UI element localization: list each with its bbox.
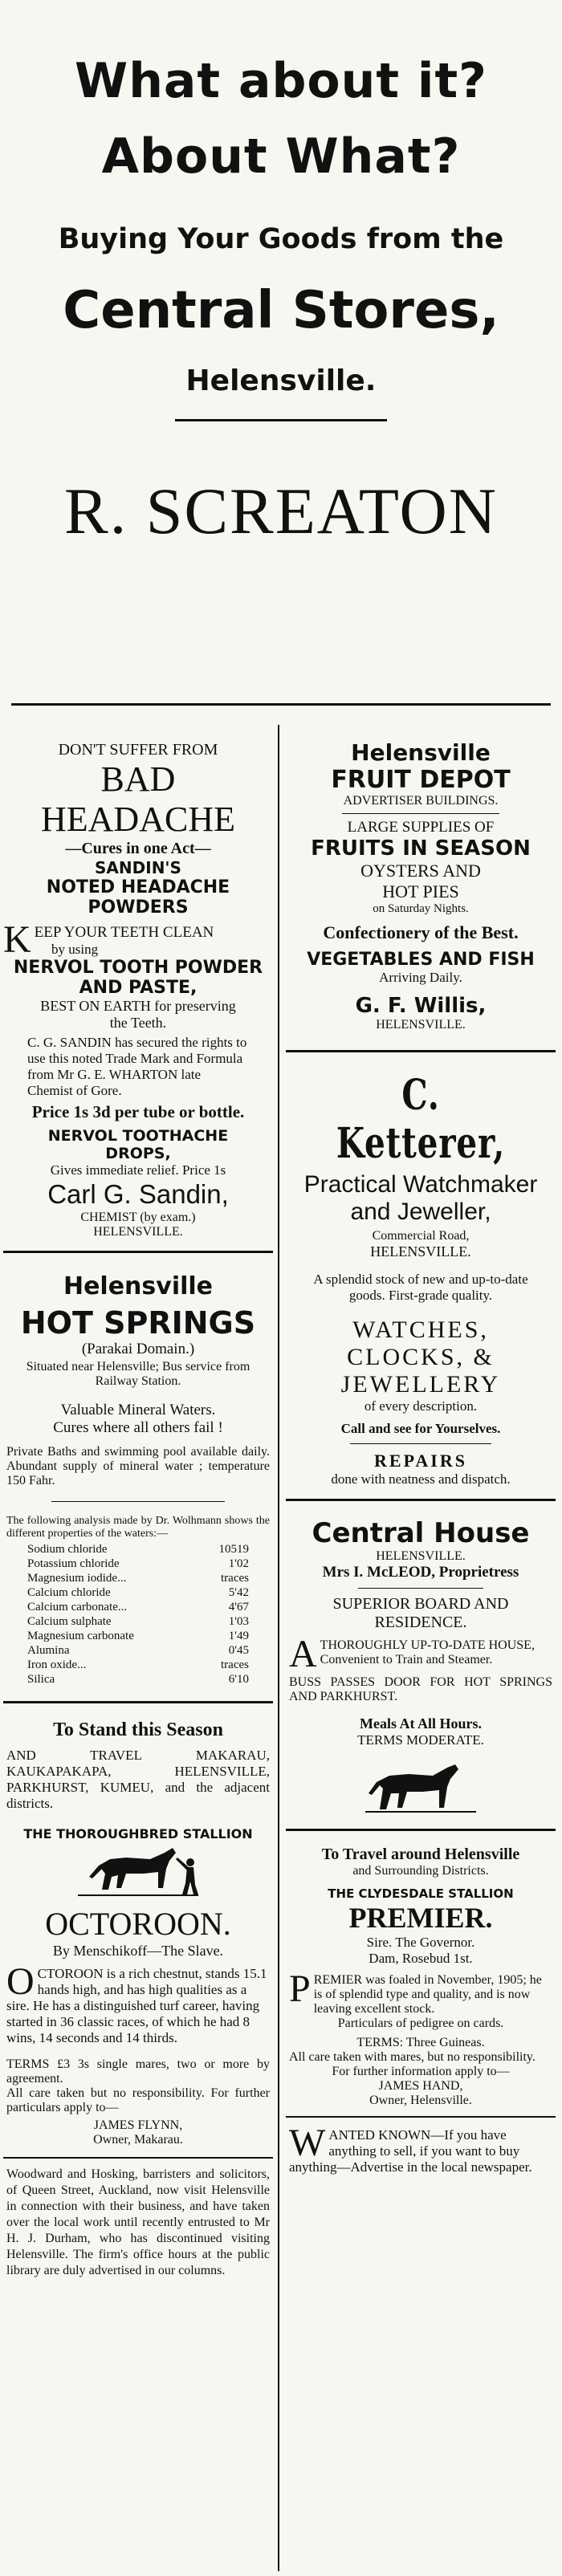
header-bottom-rule <box>11 703 551 706</box>
sandin-price: Price 1s 3d per tube or bottle. <box>31 1102 245 1121</box>
ketterer-watches: WATCHES, <box>352 1316 489 1343</box>
sandin-chemist: CHEMIST (by exam.) <box>80 1211 196 1224</box>
sandin-town: HELENSVILLE. <box>93 1225 183 1239</box>
ketterer-stock: A splendid stock of new and up-to-date goods. First-grade quality. <box>313 1272 528 1303</box>
central-house-board: SUPERIOR BOARD AND <box>332 1595 509 1613</box>
premier-description <box>286 1967 556 2016</box>
separator <box>286 1050 556 1052</box>
fruit-depot: FRUIT DEPOT <box>331 766 511 794</box>
premier-clydesdale: THE CLYDESDALE STALLION <box>328 1886 514 1901</box>
analysis-value: 5'42 <box>228 1586 249 1599</box>
analysis-row <box>27 1658 249 1672</box>
sandin-secured: C. G. SANDIN has secured the rights to use this noted Trade Mark and Formula from Mr G. E. WHARTON late Chemist of Gore. <box>27 1035 247 1098</box>
fruit-in-season: FRUITS IN SEASON <box>311 836 531 861</box>
analysis-row <box>27 1542 249 1557</box>
analysis-row <box>27 1600 249 1614</box>
horse-icon <box>360 1761 481 1816</box>
wanted-drop-cap: W <box>289 2122 326 2164</box>
central-house-terms: TERMS MODERATE. <box>357 1732 484 1748</box>
sandin-cures: —Cures in one Act— <box>65 840 211 857</box>
ketterer-description: of every description. <box>364 1398 478 1414</box>
analysis-name: Magnesium iodide... <box>27 1572 127 1585</box>
analysis-row <box>27 1585 249 1600</box>
central-house-ad <box>286 1508 556 1816</box>
sandin-bad-headache: BAD HEADACHE <box>41 759 235 839</box>
sandin-nervol: NERVOL TOOTH POWDER <box>13 958 263 978</box>
analysis-row <box>27 1557 249 1571</box>
premier-ad <box>286 1837 556 2108</box>
ketterer-name: C. Ketterer, <box>336 1071 506 1168</box>
premier-name: PREMIER. <box>348 1902 493 1934</box>
sandin-the-teeth: the Teeth. <box>109 1015 167 1031</box>
fruit-rule <box>342 813 499 814</box>
sandin-brand: SANDIN'S <box>95 858 181 877</box>
springs-hot-springs: HOT SPRINGS <box>20 1305 256 1341</box>
analysis-name: Alumina <box>27 1644 70 1657</box>
fruit-helensville: Helensville <box>351 739 491 766</box>
analysis-row <box>27 1614 249 1629</box>
springs-domain: (Parakai Domain.) <box>81 1341 195 1357</box>
ketterer-dispatch: done with neatness and dispatch. <box>331 1471 511 1487</box>
ketterer-jewellery: JEWELLERY <box>340 1371 501 1398</box>
springs-baths: Private Baths and swimming pool available daily. Abundant supply of mineral water ; temperature 150 Fahr. <box>6 1445 270 1487</box>
octoroon-drop-cap: O <box>6 1960 35 2003</box>
woodward-notice: Woodward and Hosking, barristers and solicitors, of Queen Street, Auckland, now visit Helensville in connection with their business, and have taken over the local work until recently entrusted to Mr H. J. Durham, who has discontinued visiting Helensville. The firm's office hours at the public library are duly advertised in our columns. <box>6 2167 270 2277</box>
analysis-name: Silica <box>27 1673 55 1686</box>
ketterer-repairs: REPAIRS <box>374 1451 467 1471</box>
sandin-best-on-earth: BEST ON EARTH for preserving <box>40 998 236 1014</box>
analysis-row <box>27 1643 249 1658</box>
central-house-title: Central House <box>312 1517 530 1549</box>
sandin-drops-2: DROPS, <box>105 1145 171 1162</box>
octoroon-season: To Stand this Season <box>53 1719 223 1740</box>
wanted-known-ad <box>286 2124 556 2175</box>
octoroon-thoroughbred: THE THOROUGHBRED STALLION <box>23 1826 253 1841</box>
fruit-oysters: OYSTERS AND <box>360 861 481 881</box>
sandin-relief: Gives immediate relief. Price 1s <box>50 1162 226 1178</box>
header-divider <box>175 419 387 421</box>
springs-cures: Cures where all others fail ! <box>53 1419 223 1436</box>
sandin-keep-line: EEP YOUR TEETH CLEAN <box>34 924 214 941</box>
fruit-arriving: Arriving Daily. <box>379 970 462 985</box>
analysis-name: Iron oxide... <box>27 1658 87 1671</box>
analysis-value: 0'45 <box>228 1644 249 1657</box>
ketterer-watchmaker: Practical Watchmaker <box>303 1171 538 1198</box>
analysis-value: 10519 <box>218 1543 249 1556</box>
premier-travel: To Travel around Helensville <box>321 1846 520 1863</box>
octoroon-name: OCTOROON. <box>45 1906 231 1942</box>
premier-sire: Sire. The Governor. <box>366 1935 475 1950</box>
headline-helensville: Helensville. <box>185 364 377 397</box>
central-house-description <box>286 1632 556 1675</box>
central-house-meals: Meals At All Hours. <box>360 1715 482 1732</box>
octoroon-by: By Menschikoff—The Slave. <box>52 1943 224 1959</box>
central-house-drop-cap: A <box>289 1633 317 1675</box>
analysis-row <box>27 1672 249 1687</box>
analysis-row <box>27 1629 249 1643</box>
central-house-proprietress: Mrs I. McLEOD, Proprietress <box>322 1564 519 1581</box>
separator <box>286 2116 556 2118</box>
analysis-name: Magnesium carbonate <box>27 1630 134 1642</box>
right-column <box>286 725 556 2571</box>
sandin-dont-suffer: DON'T SUFFER FROM <box>58 741 218 759</box>
springs-analysis-table <box>3 1540 273 1687</box>
octoroon-desc-text: CTOROON is a rich chestnut, stands 15.1 hands high, and has high qualities as a sire. He has a distinguished turf career, having started in 36 classic races, of which he had 8 wins, 14 seconds and 14 thirds. <box>6 1966 267 2045</box>
horse-icon <box>70 1841 206 1899</box>
springs-mineral: Valuable Mineral Waters. <box>60 1402 216 1418</box>
sandin-keep-teeth <box>3 918 273 961</box>
sandin-drops: NERVOL TOOTHACHE <box>47 1127 229 1145</box>
central-stores-ad <box>0 0 562 717</box>
central-house-desc-text: THOROUGHLY UP-TO-DATE HOUSE, Convenient to Train and Steamer. <box>320 1638 535 1666</box>
springs-situated: Situated near Helensville; Bus service from Railway Station. <box>26 1360 250 1388</box>
fruit-depot-ad <box>286 725 556 1032</box>
central-house-buss: BUSS PASSES DOOR FOR HOT SPRINGS AND PARKHURST. <box>289 1675 552 1703</box>
analysis-value: 6'10 <box>228 1673 249 1686</box>
springs-analysis-intro: The following analysis made by Dr. Wolhmann shows the different properties of the waters:— <box>6 1515 270 1540</box>
premier-drop-cap: P <box>289 1968 311 2010</box>
fruit-large-supplies: LARGE SUPPLIES OF <box>347 819 495 836</box>
analysis-name: Sodium chloride <box>27 1543 108 1556</box>
sandin-ad <box>3 725 273 1239</box>
octoroon-terms: TERMS £3 3s single mares, two or more by agreement. <box>6 2057 270 2086</box>
wanted-text: ANTED KNOWN—If you have anything to sell, if you want to buy anything—Advertise in the local newspaper. <box>289 2127 532 2175</box>
central-house-rule <box>358 1588 483 1589</box>
sandin-name: Carl G. Sandin, <box>47 1179 229 1209</box>
ketterer-jeweller: and Jeweller, <box>350 1198 491 1225</box>
ketterer-road: Commercial Road, <box>372 1229 470 1243</box>
sandin-drop-cap: K <box>3 918 31 961</box>
ketterer-town: HELENSVILLE. <box>370 1243 471 1260</box>
analysis-value: 1'03 <box>228 1615 249 1628</box>
analysis-name: Potassium chloride <box>27 1557 120 1570</box>
premier-pedigree: Particulars of pedigree on cards. <box>337 2016 504 2030</box>
octoroon-care: All care taken but no responsibility. For further particulars apply to— <box>6 2086 270 2114</box>
octoroon-description <box>3 1959 273 2046</box>
sandin-by-using: by using <box>51 942 99 957</box>
separator <box>286 1499 556 1501</box>
ketterer-call: Call and see for Yourselves. <box>340 1421 501 1436</box>
central-house-residence: RESIDENCE. <box>374 1614 467 1631</box>
sandin-nervol-paste: AND PASTE, <box>79 978 198 998</box>
springs-rule <box>51 1501 225 1502</box>
proprietor-name: R. SCREATON <box>64 474 498 547</box>
separator <box>286 1829 556 1831</box>
analysis-name: Calcium sulphate <box>27 1615 112 1628</box>
octoroon-ad <box>3 1710 273 2147</box>
premier-dam: Dam, Rosebud 1st. <box>369 1951 473 1966</box>
left-column <box>3 725 273 2571</box>
separator <box>3 2157 273 2159</box>
premier-desc-text: REMIER was foaled in November, 1905; he is of splendid type and quality, and is now leaving excellent stock. <box>313 1973 542 2016</box>
analysis-value: traces <box>221 1572 249 1585</box>
fruit-hot-pies: HOT PIES <box>382 881 459 901</box>
separator <box>3 1251 273 1253</box>
sandin-powders: NOTED HEADACHE POWDERS <box>46 877 230 918</box>
premier-districts: and Surrounding Districts. <box>352 1864 489 1878</box>
central-house-town: HELENSVILLE. <box>376 1549 466 1563</box>
ketterer-ad <box>286 1059 556 1487</box>
premier-care: All care taken with mares, but no responsibility. <box>289 2050 536 2064</box>
premier-apply: For further information apply to— <box>332 2065 510 2078</box>
headline-buying-goods: Buying Your Goods from the <box>58 223 504 255</box>
analysis-value: traces <box>221 1658 249 1671</box>
octoroon-owner-place: Owner, Makarau. <box>93 2133 183 2147</box>
analysis-value: 1'02 <box>228 1557 249 1570</box>
premier-terms: TERMS: Three Guineas. <box>356 2036 485 2049</box>
column-divider <box>278 725 279 2571</box>
separator <box>3 1701 273 1703</box>
analysis-value: 4'67 <box>228 1601 249 1614</box>
ketterer-rule <box>350 1443 491 1444</box>
fruit-town: HELENSVILLE. <box>376 1018 466 1032</box>
headline-central-stores: Central Stores, <box>63 281 499 340</box>
premier-owner: JAMES HAND, <box>378 2079 463 2093</box>
fruit-advertiser: ADVERTISER BUILDINGS. <box>343 794 499 808</box>
fruit-willis: G. F. Willis, <box>355 994 487 1018</box>
analysis-name: Calcium carbonate... <box>27 1601 128 1614</box>
octoroon-owner: JAMES FLYNN, <box>93 2118 183 2132</box>
analysis-row <box>27 1571 249 1585</box>
fruit-confectionery: Confectionery of the Best. <box>323 922 519 942</box>
analysis-name: Calcium chloride <box>27 1586 111 1599</box>
hot-springs-ad <box>3 1260 273 1687</box>
springs-helensville: Helensville <box>63 1272 214 1300</box>
headline-about-what: About What? <box>101 128 461 185</box>
fruit-vegetables: VEGETABLES AND FISH <box>307 950 535 970</box>
analysis-value: 1'49 <box>228 1630 249 1642</box>
ketterer-clocks: CLOCKS, & <box>347 1344 495 1370</box>
octoroon-districts: AND TRAVEL MAKARAU, KAUKAPAKAPA, HELENSVILLE, PARKHURST, KUMEU, and the adjacent districts. <box>6 1748 270 1811</box>
fruit-saturday: on Saturday Nights. <box>373 902 469 915</box>
premier-owner-place: Owner, Helensville. <box>369 2094 472 2107</box>
headline-what-about-it: What about it? <box>75 53 487 109</box>
